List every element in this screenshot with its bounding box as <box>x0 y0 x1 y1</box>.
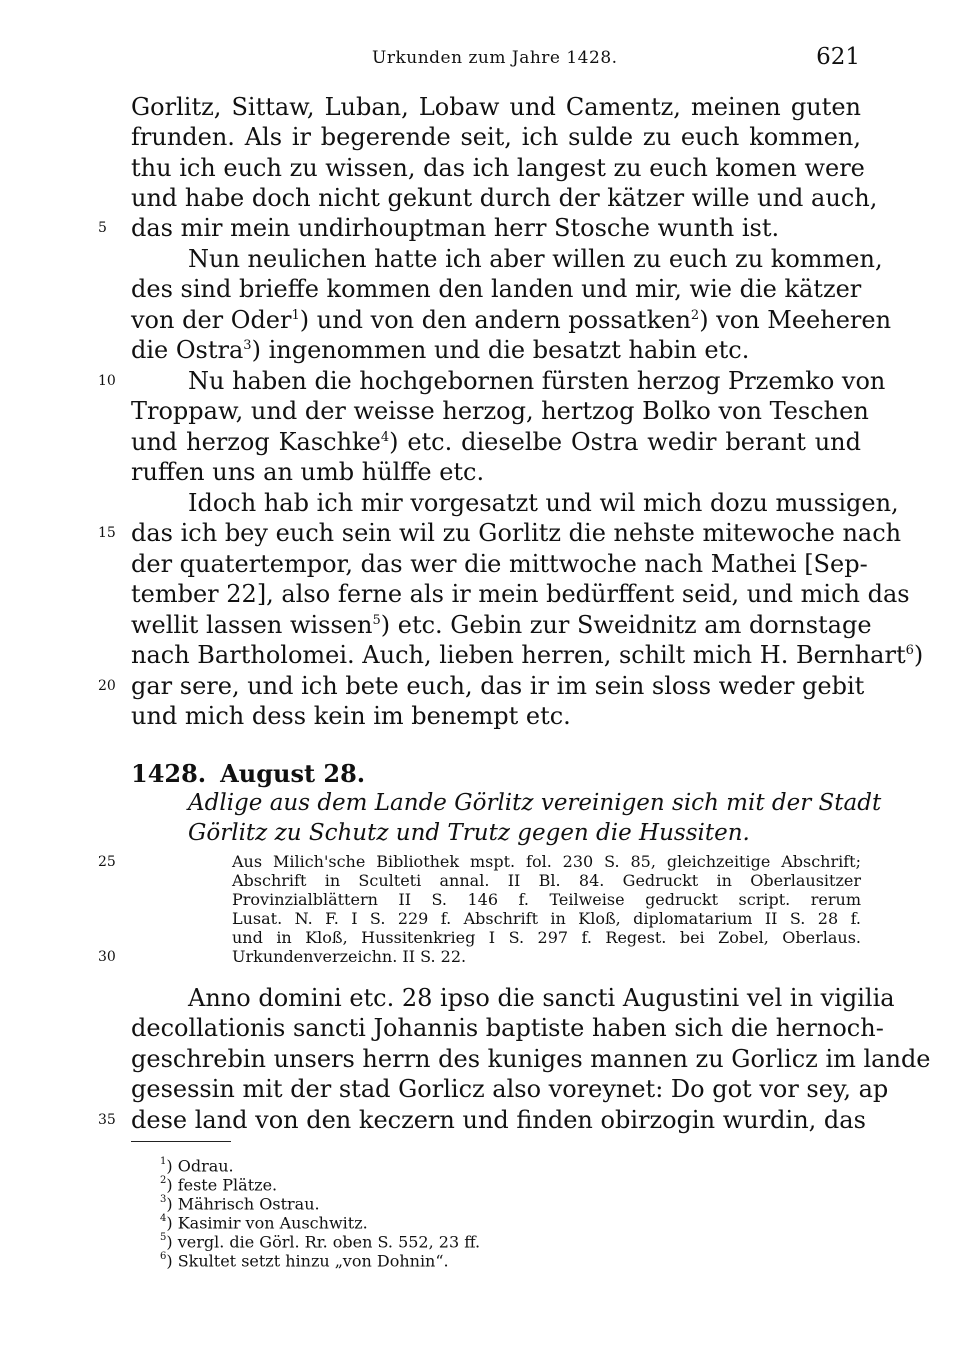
footnote-ref: 5 <box>372 613 381 628</box>
running-head <box>128 44 860 78</box>
text-line: decollationis sancti Johannis baptiste haben sich die hernoch- <box>131 1014 884 1042</box>
running-title: Urkunden zum Jahre 1428. <box>372 48 618 68</box>
line-number: 25 <box>98 854 116 870</box>
footnote-ref: 1 <box>291 308 300 323</box>
footnote: $^4$) Kasimir von Auschwitz. <box>160 1213 368 1233</box>
footnote-ref: 3 <box>243 338 252 353</box>
text-line: frunden. Als ir begerende seit, ich sulde zu euch kommen, <box>131 123 861 151</box>
line-number: 35 <box>98 1112 116 1128</box>
text-line: das mir mein undirhouptman herr Stosche wunth ist. <box>131 214 780 242</box>
footnote-divider <box>131 1141 231 1142</box>
text-line: Nun neulichen hatte ich aber willen zu euch zu kommen, <box>188 245 883 273</box>
text-line: thu ich euch zu wissen, das ich langest zu euch komen were <box>131 154 865 182</box>
footnote: $^3$) Mährisch Ostrau. <box>160 1194 320 1214</box>
text-line: wellit lassen wissen$^5$) etc. Gebin zur Sweidnitz am dornstage <box>131 611 872 639</box>
source-note-line: Provinzialblättern II S. 146 f. Teilweise gedruckt script. rerum <box>232 890 861 909</box>
document-summary-line: Adlige aus dem Lande Görlitz vereinigen sich mit der Stadt <box>188 790 882 816</box>
text-line: der quatertempor, das wer die mittwoche nach Mathei [Sep- <box>131 550 868 578</box>
line-number: 30 <box>98 949 116 965</box>
text-line: Nu haben die hochgebornen fürsten herzog Przemko von <box>188 367 886 395</box>
source-note-line: Abschrift in Sculteti annal. II Bl. 84. Gedruckt in Oberlausitzer <box>232 871 861 890</box>
footnote-ref: 6 <box>905 643 914 658</box>
text-line: von der Oder$^1$) und von den andern possatken$^2$) von Meeheren <box>131 306 892 334</box>
text-line: tember 22], also ferne als ir mein bedürffent seid, und mich das <box>131 580 910 608</box>
text-line: und herzog Kaschke$^4$) etc. dieselbe Ostra wedir berant und <box>131 428 861 456</box>
footnote-ref: 4 <box>380 430 390 445</box>
text-line: Anno domini etc. 28 ipso die sancti Augustini vel in vigilia <box>188 984 895 1012</box>
text-line: dese land von den keczern und finden obirzogin wurdin, das <box>131 1106 866 1134</box>
text-line: geschrebin unsers herrn des kuniges mannen zu Gorlicz im lande <box>131 1045 931 1073</box>
footnote-ref: 2 <box>690 308 700 323</box>
source-note-line: und in Kloß, Hussitenkrieg I S. 297 f. Regest. bei Zobel, Oberlaus. <box>232 928 861 947</box>
text-line: und mich dess kein im benempt etc. <box>131 702 571 730</box>
text-line: des sind brieffe kommen den landen und mir, wie die kätzer <box>131 275 862 303</box>
source-note-line: Aus Milich'sche Bibliothek mspt. fol. 230 S. 85, gleichzeitige Abschrift; <box>232 852 861 871</box>
text-line: und habe doch nicht gekunt durch der kätzer wille und auch, <box>131 184 878 212</box>
line-number: 15 <box>98 525 116 541</box>
text-line: Idoch hab ich mir vorgesatzt und wil mich dozu mussigen, <box>188 489 899 517</box>
line-number: 5 <box>98 220 107 236</box>
text-line: gar sere, und ich bete euch, das ir im sein sloss weder gebit <box>131 672 865 700</box>
text-line: gesessin mit der stad Gorlicz also voreynet: Do got vor sey, ap <box>131 1075 889 1103</box>
document-summary-line: Görlitz zu Schutz und Trutz gegen die Hussiten. <box>188 820 750 846</box>
source-note-line: Urkundenverzeichn. II S. 22. <box>232 947 467 966</box>
line-number: 20 <box>98 678 116 694</box>
line-number: 10 <box>98 373 116 389</box>
text-line: das ich bey euch sein wil zu Gorlitz die nehste mitewoche nach <box>131 519 902 547</box>
page-number: 621 <box>816 44 860 70</box>
text-line: ruffen uns an umb hülffe etc. <box>131 458 485 486</box>
footnote: $^1$) Odrau. <box>160 1156 234 1176</box>
document-date: August 28. <box>220 759 366 788</box>
footnote: $^6$) Skultet setzt hinzu „von Dohnin“. <box>160 1251 449 1271</box>
footnote: $^5$) vergl. die Görl. Rr. oben S. 552, 23 ff. <box>160 1232 481 1252</box>
text-line: nach Bartholomei. Auch, lieben herren, schilt mich H. Bernhart$^6$) <box>131 641 924 669</box>
footnote: $^2$) feste Plätze. <box>160 1175 278 1195</box>
text-line: die Ostra$^3$) ingenommen und die besatzt habin etc. <box>131 336 750 364</box>
document-year: 1428. <box>131 759 207 788</box>
text-line: Troppaw, und der weisse herzog, hertzog Bolko von Teschen <box>131 397 869 425</box>
document-date-heading <box>131 759 365 788</box>
source-note-line: Lusat. N. F. I S. 229 f. Abschrift in Kloß, diplomatarium II S. 28 f. <box>232 909 861 928</box>
text-line: Gorlitz, Sittaw, Luban, Lobaw und Camentz, meinen guten <box>131 93 861 121</box>
